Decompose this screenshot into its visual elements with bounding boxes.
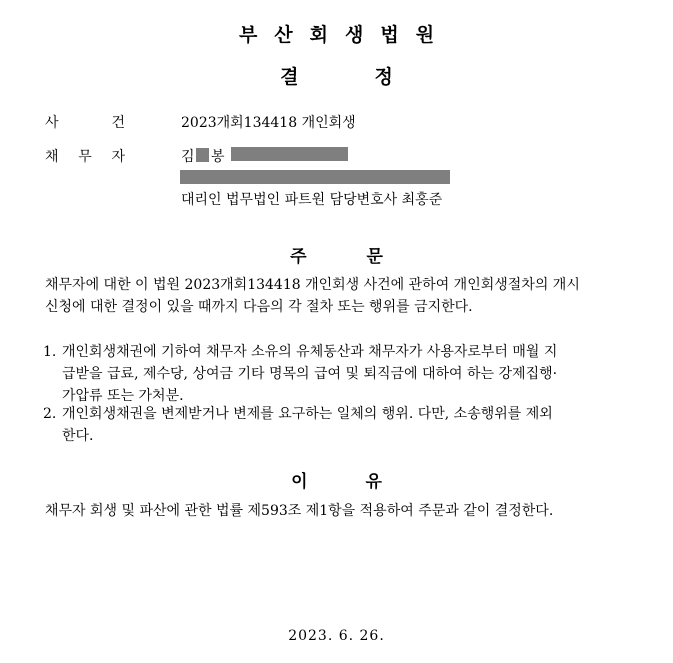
document-type-title: 결정 bbox=[280, 66, 469, 88]
order-item-line: 한다. bbox=[62, 428, 94, 444]
debtor-label-char: 자 bbox=[111, 149, 125, 165]
order-item-line: 가압류 또는 가처분. bbox=[62, 388, 184, 404]
case-label-char: 건 bbox=[111, 115, 125, 131]
decision-date: 2023. 6. 26. bbox=[288, 628, 385, 644]
order-item-number: 1. bbox=[43, 344, 57, 360]
redaction-block-address bbox=[180, 170, 450, 184]
case-label-char: 사 bbox=[45, 115, 59, 131]
order-item-line: 개인회생채권을 변제받거나 변제를 요구하는 일체의 행위. 다만, 소송행위를 제외 bbox=[62, 406, 553, 422]
reason-heading: 이유 bbox=[291, 472, 440, 492]
representative: 대리인 법무법인 파트원 담당변호사 최홍준 bbox=[181, 192, 443, 208]
case-number: 2023개회134418 개인회생 bbox=[181, 115, 356, 131]
order-item-line: 급받을 급료, 제수당, 상여금 기타 명목의 급여 및 퇴직금에 대하여 하는 강제집행· bbox=[62, 366, 558, 382]
order-intro-line: 채무자에 대한 이 법원 2023개회134418 개인회생 사건에 관하여 개인회생절차의 개시 bbox=[45, 277, 580, 293]
order-heading: 주문 bbox=[290, 247, 443, 267]
redaction-block-name bbox=[196, 148, 209, 162]
order-item-2 bbox=[43, 403, 553, 447]
case-label bbox=[45, 112, 125, 132]
order-item-line: 개인회생채권에 기하여 채무자 소유의 유체동산과 채무자가 사용자로부터 매월 지 bbox=[62, 344, 558, 360]
debtor-label-char: 채 bbox=[45, 149, 59, 165]
order-intro-line: 신청에 대한 결정이 있을 때까지 다음의 각 절차 또는 행위를 금지한다. bbox=[45, 299, 473, 315]
order-item-number: 2. bbox=[43, 406, 57, 422]
debtor-name-first: 김 bbox=[181, 149, 195, 165]
reason-text: 채무자 회생 및 파산에 관한 법률 제593조 제1항을 적용하여 주문과 같이 결정한다. bbox=[45, 503, 554, 519]
debtor-label-char: 무 bbox=[78, 149, 92, 165]
debtor-label bbox=[45, 146, 125, 166]
redaction-block-id bbox=[231, 147, 348, 161]
order-item-1 bbox=[43, 341, 557, 407]
debtor-name-last: 봉 bbox=[211, 149, 225, 165]
court-name-title: 부산회생법원 bbox=[238, 24, 452, 46]
